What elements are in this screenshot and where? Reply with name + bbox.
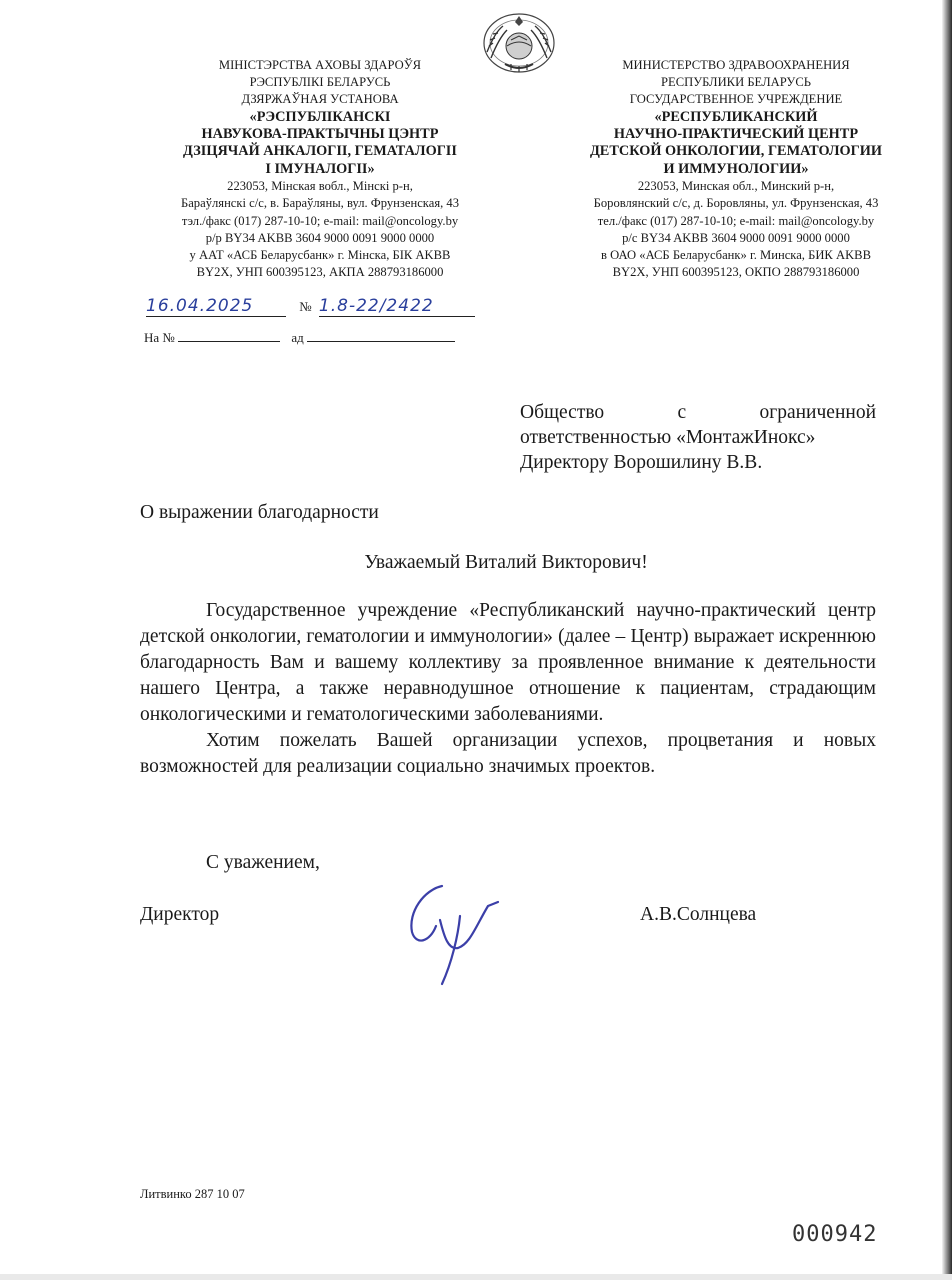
address-line: 223053, Мінская вобл., Мінскі р-н, <box>227 179 413 194</box>
photo-edge-bottom <box>0 1274 952 1280</box>
address-line: р/с BY34 AKBB 3604 9000 0091 9000 0000 <box>622 230 850 245</box>
address-line: BY2X, УНП 600395123, ОКПО 288793186000 <box>612 265 860 280</box>
signer-position: Директор <box>140 904 220 925</box>
header-line: МИНИСТЕРСТВО ЗДРАВООХРАНЕНИЯ <box>622 58 850 72</box>
header-line: РЭСПУБЛІКІ БЕЛАРУСЬ <box>249 75 391 90</box>
recipient-block <box>520 400 876 475</box>
institution-name-line: НАУЧНО-ПРАКТИЧЕСКИЙ ЦЕНТР <box>613 126 859 143</box>
letter-body <box>140 598 876 780</box>
outgoing-date: 16.04.2025 <box>146 296 286 317</box>
photo-edge-shadow <box>942 0 952 1280</box>
reply-label: На № <box>144 330 175 345</box>
header-line: МІНІСТЭРСТВА АХОВЫ ЗДАРОЎЯ <box>218 58 422 72</box>
registration-line <box>146 296 475 317</box>
number-label: № <box>299 299 312 314</box>
address-line: в ОАО «АСБ Беларусбанк» г. Минска, БИК AKBB <box>601 248 871 263</box>
recipient-line: Общество с ограниченной <box>520 402 876 423</box>
header-line: ДЗЯРЖАЎНАЯ УСТАНОВА <box>241 92 399 107</box>
institution-name-line: И ИММУНОЛОГИИ» <box>663 160 809 177</box>
address-line: тэл./факс (017) 287-10-10; e-mail: mail@oncology.by <box>181 213 459 228</box>
body-paragraph: Государственное учреждение «Республиканский научно-практический центр детской онкологии, гематологии и иммунологии» (далее – Центр) выражает искреннюю благодарность Вам и вашему коллективу за проявленное внимание к деятельности нашего Центра, а также неравнодушное отношение к пациентам, страдающим онкологическими и гематологическими заболеваниями. <box>140 600 876 725</box>
institution-name-line: НАВУКОВА-ПРАКТЫЧНЫ ЦЭНТР <box>201 126 439 143</box>
address-line: р/р BY34 AKBB 3604 9000 0091 9000 0000 <box>205 230 435 245</box>
salutation: Уважаемый Виталий Викторович! <box>364 552 648 573</box>
address-line: у ААТ «АСБ Беларусбанк» г. Мінска, БІК AKBB <box>189 248 451 263</box>
header-line: ГОСУДАРСТВЕННОЕ УЧРЕЖДЕНИЕ <box>629 92 843 107</box>
address-line: Боровлянский с/с, д. Боровляны, ул. Фрунзенская, 43 <box>593 196 879 211</box>
reply-number-blank <box>178 329 280 342</box>
address-line: тел./факс (017) 287-10-10; e-mail: mail@oncology.by <box>597 213 875 228</box>
outgoing-number: 1.8-22/2422 <box>319 296 475 317</box>
reply-reference-line <box>144 329 455 346</box>
letter-subject: О выражении благодарности <box>140 502 379 523</box>
address-line: Бараўлянскі с/с, в. Бараўляны, вул. Фрунзенская, 43 <box>180 196 460 211</box>
recipient-line: Директору Ворошилину В.В. <box>520 452 763 473</box>
recipient-line: ответственностью «МонтажИнокс» <box>520 427 816 448</box>
closing: С уважением, <box>206 852 320 873</box>
signer-name: А.В.Солнцева <box>640 904 757 925</box>
reply-date-blank <box>307 329 455 342</box>
address-line: 223053, Минская обл., Минский р-н, <box>637 179 835 194</box>
institution-name-line: «РЕСПУБЛИКАНСКИЙ <box>654 108 818 125</box>
executor-note: Литвинко 287 10 07 <box>140 1187 245 1201</box>
serial-number: 000942 <box>792 1222 878 1247</box>
header-line: РЕСПУБЛИКИ БЕЛАРУСЬ <box>661 75 811 90</box>
institution-name-line: «РЭСПУБЛІКАНСКІ <box>249 108 391 125</box>
institution-name-line: ДЗІЦЯЧАЙ АНКАЛОГІІ, ГЕМАТАЛОГІІ <box>183 143 457 160</box>
address-line: BY2X, УНП 600395123, АКПА 288793186000 <box>196 265 444 280</box>
header-russian <box>536 57 936 281</box>
handwritten-signature <box>400 876 510 991</box>
header-belarusian <box>120 57 520 281</box>
institution-name-line: І ІМУНАЛОГІІ» <box>265 160 375 177</box>
reply-from-label: ад <box>291 330 304 345</box>
body-paragraph: Хотим пожелать Вашей организации успехов, процветания и новых возможностей для реализации социально значимых проектов. <box>140 730 876 777</box>
institution-name-line: ДЕТСКОЙ ОНКОЛОГИИ, ГЕМАТОЛОГИИ <box>589 143 883 160</box>
